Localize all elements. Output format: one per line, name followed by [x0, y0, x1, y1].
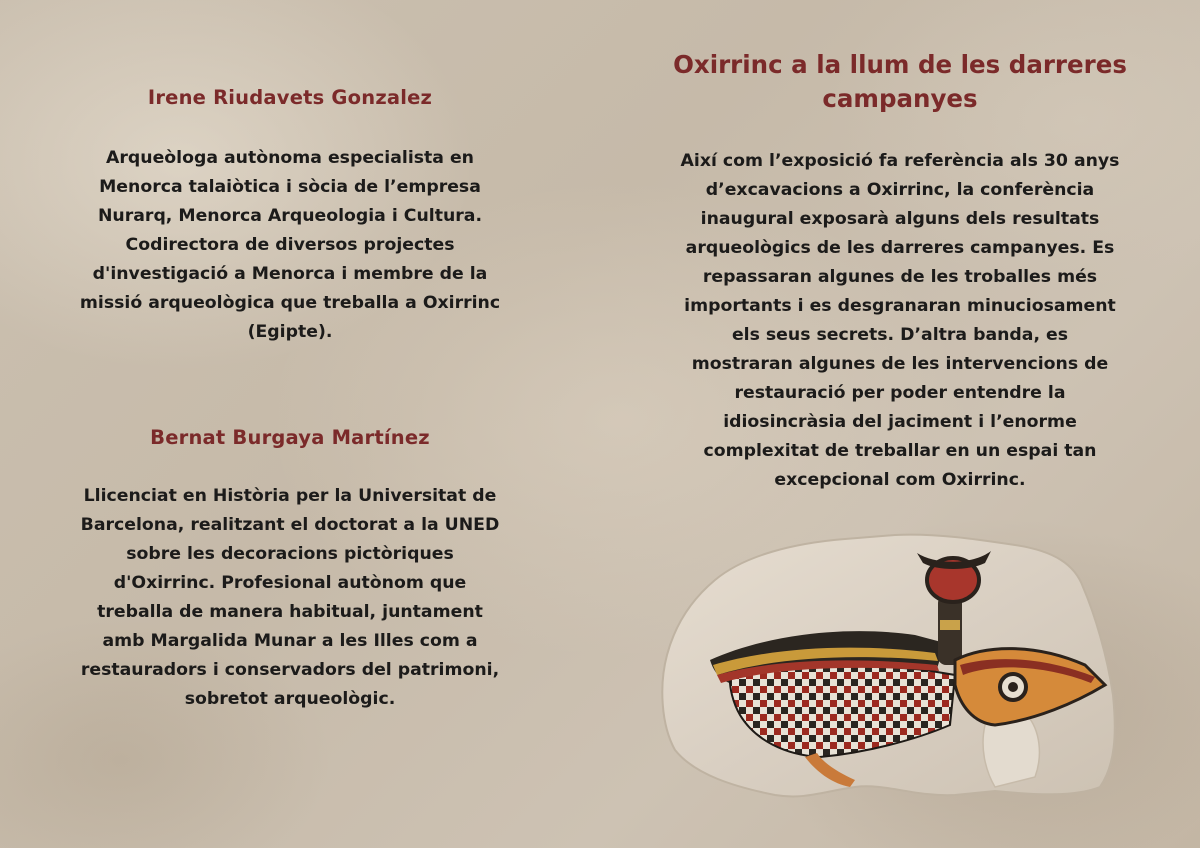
bio-line: treballa de manera habitual, juntament: [97, 602, 483, 622]
title-line: campanyes: [822, 84, 978, 113]
bio-line: Menorca talaiòtica i sòcia de l’empresa: [99, 177, 481, 197]
bio-line: restauradors i conservadors del patrimoni,: [80, 660, 500, 680]
description-line: restauració per poder entendre la: [734, 383, 1066, 403]
bio-line: d'Oxirrinc. Profesional autònom que: [113, 573, 467, 593]
description-line: d’excavacions a Oxirrinc, la conferència: [705, 180, 1095, 200]
description-line: mostraran algunes de les intervencions de: [691, 354, 1109, 374]
description-line: arqueològics de les darreres campanyes. Es: [685, 238, 1115, 258]
bio-line: Nurarq, Menorca Arqueologia i Cultura.: [97, 206, 483, 226]
figure-neck-band: [940, 620, 960, 630]
description-line: repassaran algunes de les troballes més: [702, 267, 1098, 287]
description-line: Així com l’exposició fa referència als 30 anys: [680, 151, 1120, 171]
description-line: idiosincràsia del jaciment i l’enorme: [723, 412, 1077, 432]
bio-line: Barcelona, realitzant el doctorat a la UNED: [80, 515, 500, 535]
title-line: Oxirrinc a la llum de les darreres: [673, 50, 1127, 79]
bio-line: missió arqueològica que treballa a Oxirrinc: [79, 293, 501, 313]
lecture-description: [640, 147, 1160, 495]
bio-line: (Egipte).: [247, 322, 333, 342]
bio-line: Codirectora de diversos projectes: [125, 235, 455, 255]
speaker-name-2: Bernat Burgaya Martínez: [150, 426, 430, 449]
painted-fragment-image: [655, 525, 1120, 800]
bio-line: sobretot arqueològic.: [184, 689, 396, 709]
bio-line: d'investigació a Menorca i membre de la: [92, 264, 488, 284]
bio-line: sobre les decoracions pictòriques: [126, 544, 454, 564]
description-line: importants i es desgranaran minuciosament: [684, 296, 1116, 316]
description-line: els seus secrets. D’altra banda, es: [731, 325, 1069, 345]
bio-line: Arqueòloga autònoma especialista en: [106, 148, 474, 168]
speaker-name-1: Irene Riudavets Gonzalez: [147, 86, 433, 109]
speaker-bio-1: [40, 144, 540, 347]
speaker-bio-2: [40, 482, 540, 714]
description-line: excepcional com Oxirrinc.: [774, 470, 1026, 490]
description-line: complexitat de treballar en un espai tan: [703, 441, 1097, 461]
lecture-title: [640, 48, 1160, 116]
bio-line: amb Margalida Munar a les Illes com a: [102, 631, 478, 651]
bio-line: Llicenciat en Història per la Universitat de: [83, 486, 497, 506]
description-line: inaugural exposarà alguns dels resultats: [700, 209, 1100, 229]
